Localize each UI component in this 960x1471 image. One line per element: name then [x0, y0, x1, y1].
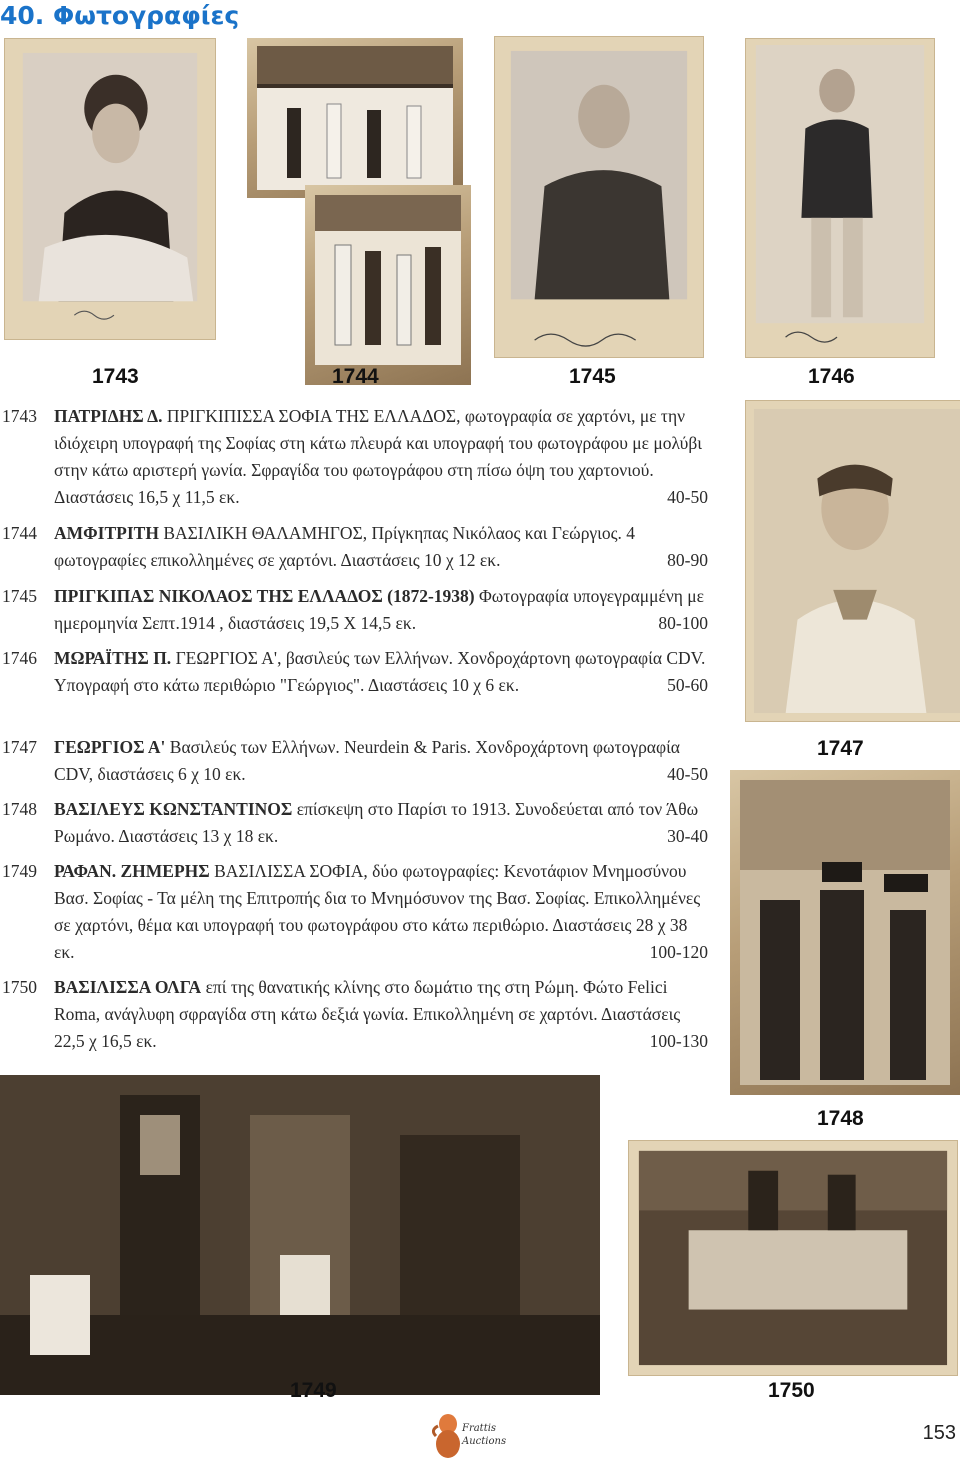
- caption-1748: 1748: [817, 1107, 864, 1130]
- lot-title: ΡΑΦΑΝ. ΖΗΜΕΡΗΣ: [54, 861, 210, 881]
- page-title: 40. Φωτογραφίες: [0, 1, 240, 30]
- lot-number: 1744: [2, 523, 37, 543]
- lot-number: 1750: [2, 977, 37, 997]
- lot-description: Φωτογραφία υπογεγραμμένη με ημερομηνία Σεπτ.1914 , διαστάσεις 19,5 Χ 14,5 εκ.: [54, 586, 705, 633]
- lot-number: 1746: [2, 648, 37, 668]
- lot-description: Βασιλεύς των Ελλήνων. Neurdein & Paris. Χονδροχάρτονη φωτογραφία CDV, διαστάσεις 6 χ 10 εκ.: [54, 737, 680, 784]
- lot-number: 1748: [2, 799, 37, 819]
- caption-1749: 1749: [290, 1379, 337, 1402]
- caption-1746: 1746: [808, 365, 855, 388]
- caption-1743: 1743: [92, 365, 139, 388]
- photo-1744-b: [305, 185, 471, 385]
- lot-title: ΒΑΣΙΛΕΥΣ ΚΩΝΣΤΑΝΤΙΝΟΣ: [54, 799, 293, 819]
- lot-entry-1748: [2, 796, 708, 850]
- photo-1749: [0, 1075, 600, 1395]
- lot-title: ΓΕΩΡΓΙΟΣ Α': [54, 737, 166, 757]
- lot-entry-1745: [2, 583, 708, 637]
- lot-description: ΒΑΣΙΛΙΚΗ ΘΑΛΑΜΗΓΟΣ, Πρίγκηπας Νικόλαος και Γεώργιος. 4 φωτογραφίες επικολλημένες σε χαρτόνι. Διαστάσεις 10 χ 12 εκ.: [54, 523, 636, 570]
- caption-1750: 1750: [768, 1379, 815, 1402]
- lot-title: ΒΑΣΙΛΙΣΣΑ ΟΛΓΑ: [54, 977, 202, 997]
- lot-entry-1743: [2, 403, 708, 511]
- lot-price: 100-120: [649, 942, 708, 962]
- caption-1744: 1744: [332, 365, 379, 388]
- photo-1748: [730, 770, 960, 1095]
- lot-description: επί της θανατικής κλίνης στο δωμάτιο της στη Ρώμη. Φώτο Felici Roma, ανάγλυφη σφραγίδα στη κάτω δεξιά γωνία. Επικολλημένη σε χαρτόνι. Διαστάσεις 22,5 χ 16,5 εκ.: [54, 977, 681, 1051]
- frattis-logo: [432, 1412, 532, 1462]
- lot-price: 40-50: [667, 487, 708, 507]
- lot-description: ΠΡΙΓΚΙΠΙΣΣΑ ΣΟΦΙΑ ΤΗΣ ΕΛΛΑΔΟΣ, φωτογραφία σε χαρτόνι, με την ιδιόχειρη υπογραφή της Σοφίας στη κάτω πλευρά και υπογραφή του φωτογράφου με μολύβι στην κάτω αριστερή γωνία. Σφραγίδα του φωτογράφου στη πίσω όψη του χαρτονιού. Διαστάσεις 16,5 χ 11,5 εκ.: [54, 406, 702, 507]
- photo-1744-a: [247, 38, 463, 198]
- caption-1747: 1747: [817, 737, 864, 760]
- lot-entry-1750: [2, 974, 708, 1055]
- photo-1750: [628, 1140, 958, 1376]
- lot-description: επίσκεψη στο Παρίσι το 1913. Συνοδεύεται από τον Άθω Ρωμάνο. Διαστάσεις 13 χ 18 εκ.: [54, 799, 699, 846]
- photo-1745: [494, 36, 704, 358]
- lot-title: ΠΡΙΓΚΙΠΑΣ ΝΙΚΟΛΑΟΣ ΤΗΣ ΕΛΛΑΔΟΣ (1872-1938): [54, 586, 475, 606]
- lot-price: 50-60: [667, 675, 708, 695]
- photo-1743: [4, 38, 216, 340]
- lot-number: 1747: [2, 737, 37, 757]
- logo-text: Frattis Auctions: [462, 1423, 507, 1447]
- lot-entry-1744: [2, 520, 708, 574]
- lot-entry-1746: [2, 645, 708, 699]
- photo-1746: [745, 38, 935, 358]
- cherub-icon: [432, 1412, 464, 1462]
- page-number: 153: [922, 1422, 956, 1444]
- lot-number: 1743: [2, 406, 37, 426]
- lot-price: 30-40: [667, 826, 708, 846]
- lot-price: 100-130: [649, 1031, 708, 1051]
- lot-entry-1749: [2, 858, 708, 966]
- lot-price: 80-90: [667, 550, 708, 570]
- photo-1747: [745, 400, 960, 722]
- caption-1745: 1745: [569, 365, 616, 388]
- lot-entry-1747: [2, 734, 708, 788]
- lot-description: ΓΕΩΡΓΙΟΣ Α', βασιλεύς των Ελλήνων. Χονδροχάρτονη φωτογραφία CDV. Υπογραφή στο κάτω περιθώριο "Γεώργιος". Διαστάσεις 10 χ 6 εκ.: [54, 648, 706, 695]
- lot-title: ΠΑΤΡΙΔΗΣ Δ.: [54, 406, 163, 426]
- lot-description: ΒΑΣΙΛΙΣΣΑ ΣΟΦΙΑ, δύο φωτογραφίες: Κενοτάφιον Μνημοσύνου Βασ. Σοφίας - Τα μέλη της Επιτροπής δια το Μνημόσυνον της Βασ. Σοφίας. Επικολλημένες σε χαρτόνι, θέμα και υπογραφή του φωτογράφου στο κάτω περιθώριο. Διαστάσεις 28 χ 38 εκ.: [54, 861, 701, 962]
- lot-price: 80-100: [658, 613, 708, 633]
- lot-number: 1749: [2, 861, 37, 881]
- lot-title: ΑΜΦΙΤΡΙΤΗ: [54, 523, 159, 543]
- lot-price: 40-50: [667, 764, 708, 784]
- lot-number: 1745: [2, 586, 37, 606]
- lot-title: ΜΩΡΑΪΤΗΣ Π.: [54, 648, 172, 668]
